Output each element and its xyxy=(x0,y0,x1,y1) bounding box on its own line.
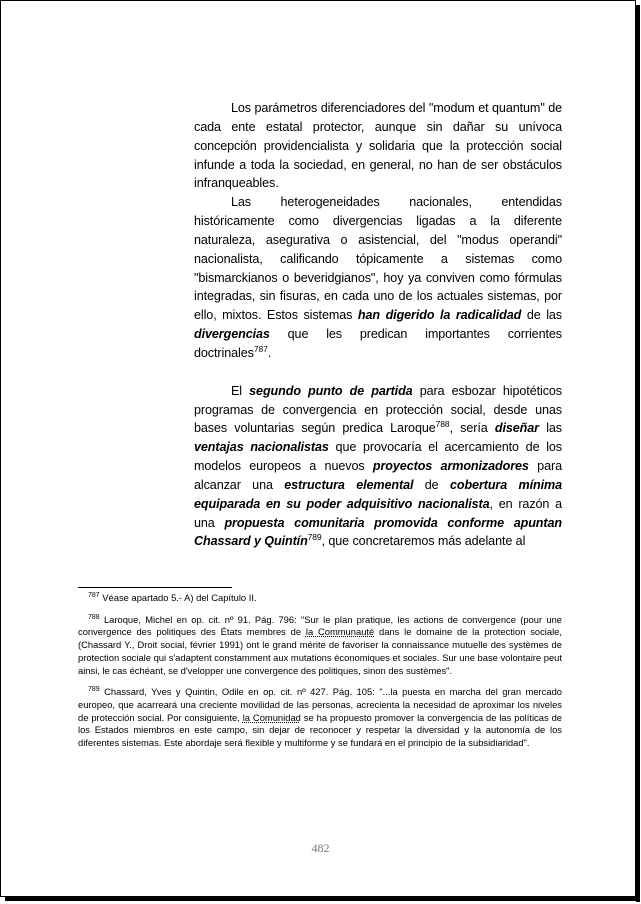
footnote-ref-789[interactable]: 789 xyxy=(307,532,322,543)
footnotes xyxy=(78,592,562,750)
footnote-number: 789 xyxy=(88,686,100,694)
emphasis: ventajas nacionalistas xyxy=(194,440,329,455)
footnote-787: $^{787}$ Véase apartado 5.- A) del Capítulo II. xyxy=(88,591,257,603)
emphasis: proyectos armonizadores xyxy=(372,459,529,474)
emphasis: diseñar xyxy=(494,421,539,436)
paragraph-1: Los parámetros diferenciadores del "modum et quantum" de cada ente estatal protector, aunque sin dañar su unívoca concepción providencialista y solidaria que la protección social infunde a toda la sociedad, en general, no han de ser obstáculos infranqueables. xyxy=(194,101,562,191)
footnote-788: $^{788}$ Laroque, Michel en op. cit. nº 91. Pág. 796: "Sur le plan pratique, les actions de convergence (pour une convergence des politiques des États membres de la Communauté dans le domaine de la protection sociale, (Chassard Y., Droit social, février 1991) ont le grand mérite de favoriser la connaissance mutuelle des systèmes de protection sociale qui s'adaptent constamment aux mutations économiques et sociales. Sur une base volontaire peut ainsi, le cas échéant, se d'velopper une convergence des politiques, sinon des sustèmes". xyxy=(78,613,562,676)
footnote-ref-788[interactable]: 788 xyxy=(435,419,450,430)
emphasis: estructura elemental xyxy=(284,477,414,492)
footnote-number: 788 xyxy=(88,613,100,621)
page-number: 482 xyxy=(311,841,330,855)
footnote-number: 787 xyxy=(88,591,100,599)
emphasis: cobertura mínima equiparada en su poder adquisitivo nacionalista xyxy=(194,477,562,511)
paragraph-3: El segundo punto de partida para esbozar hipotéticos programas de convergencia en protección social, desde unas bases voluntarias según predica Laroque$^{788}$, sería diseñar las ventajas nacionalistas que provocaría el acercamiento de los modelos europeos a nuevos proyectos armonizadores para alcanzar una estructura elemental de cobertura mínima equiparada en su poder adquisitivo nacionalista, en razón a una propuesta comunitaria promovida conforme apuntan Chassard y Quintín$^{789}$, que concretaremos más adelante al xyxy=(194,383,563,549)
footnote-789: $^{789}$ Chassard, Yves y Quintin, Odile en op. cit. nº 427. Pág. 105: "...la puesta en marcha del gran mercado europeo, que acarreará una creciente movilidad de las personas, acrecienta la necesidad de aproximar los niveles de protección social. Por consiguiente, la Comunidad se ha propuesto promover la convergencia de las políticas de los Estados miembros en este campo, sin dejar de reconocer y respetar la diversidad y la autonomía de los diferentes sistemas. Este abordaje será flexible y multiforme y se fundará en el principio de la subsidiaridad". xyxy=(78,686,562,749)
body-text xyxy=(194,99,562,551)
emphasis: han digerido la radicalidad xyxy=(357,308,522,323)
emphasis: segundo punto de partida xyxy=(249,383,413,398)
emphasis: propuesta comunitaria promovida conforme apuntan Chassard y Quintín xyxy=(194,515,562,549)
page-shadow-bottom xyxy=(5,897,640,901)
paragraph-2: Las heterogeneidades nacionales, entendidas históricamente como divergencias ligadas a la diferente naturaleza, asegurativa o asistencial, del "modus operandi" nacionalista, calificando tópicamente a sistemas como "bismarckianos o beveridgianos", hoy ya conviven como fórmulas integradas, sin fisuras, en cada uno de los actuales sistemas, por ello, mixtos. Estos sistemas han digerido la radicalidad de las divergencias que les predican importantes corrientes doctrinales$^{787}$. xyxy=(194,195,562,360)
page-shadow-right xyxy=(636,5,640,902)
footnote-separator xyxy=(78,587,232,588)
footnote-ref-787[interactable]: 787 xyxy=(253,343,268,354)
emphasis: divergencias xyxy=(194,327,270,342)
